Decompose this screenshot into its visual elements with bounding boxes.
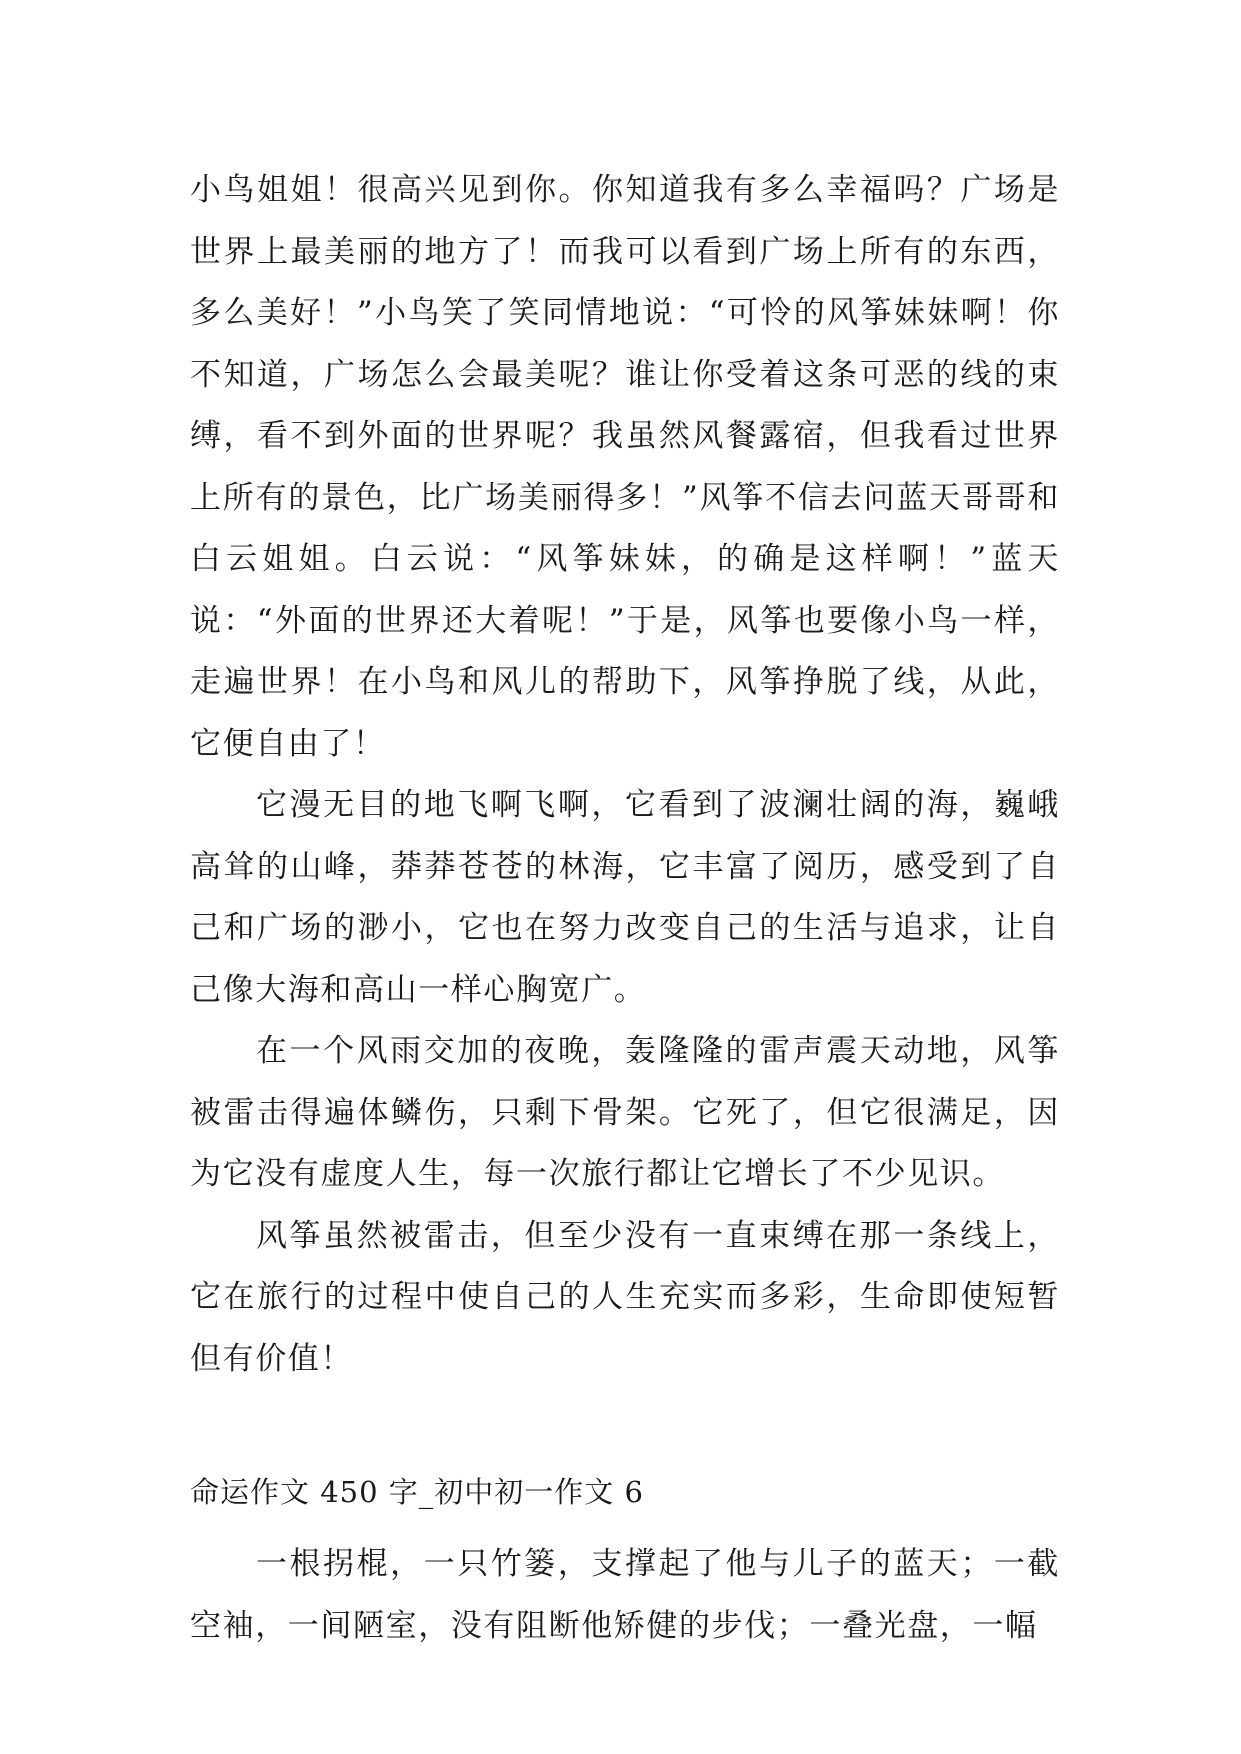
paragraph-3: 在一个风雨交加的夜晚，轰隆隆的雷声震天动地，风筝被雷击得遍体鳞伤，只剩下骨架。它死了，但它很满足，因为它没有虚度人生，每一次旅行都让它增长了不少见识。 bbox=[190, 1033, 1060, 1192]
section-heading: 命运作文 450 字_初中初一作文 6 bbox=[190, 1475, 644, 1509]
paragraph-5: 一根拐棍，一只竹篓，支撑起了他与儿子的蓝天；一截空袖，一间陋室，没有阻断他矫健的步伐；一叠光盘，一幅 bbox=[190, 1546, 1060, 1644]
paragraph-4: 风筝虽然被雷击，但至少没有一直束缚在那一条线上，它在旅行的过程中使自己的人生充实而多彩，生命即使短暂但有价值！ bbox=[190, 1217, 1060, 1377]
document-page bbox=[190, 160, 1060, 1657]
paragraph-1: 小鸟姐姐！很高兴见到你。你知道我有多么幸福吗？广场是世界上最美丽的地方了！而我可以看到广场上所有的东西，多么美好！”小鸟笑了笑同情地说：“可怜的风筝妹妹啊！你不知道，广场怎么会最美呢？谁让你受着这条可恶的线的束缚，看不到外面的世界呢？我虽然风餐露宿，但我看过世界上所有的景色，比广场美丽得多！”风筝不信去问蓝天哥哥和白云姐姐。白云说：“风筝妹妹，的确是这样啊！”蓝天说：“外面的世界还大着呢！”于是，风筝也要像小鸟一样，走遍世界！在小鸟和风儿的帮助下，风筝挣脱了线，从此，它便自由了！ bbox=[190, 172, 1060, 762]
paragraph-2: 它漫无目的地飞啊飞啊，它看到了波澜壮阔的海，巍峨高耸的山峰，莽莽苍苍的林海，它丰富了阅历，感受到了自己和广场的渺小，它也在努力改变自己的生活与追求，让自己像大海和高山一样心胸宽广。 bbox=[190, 787, 1060, 1008]
